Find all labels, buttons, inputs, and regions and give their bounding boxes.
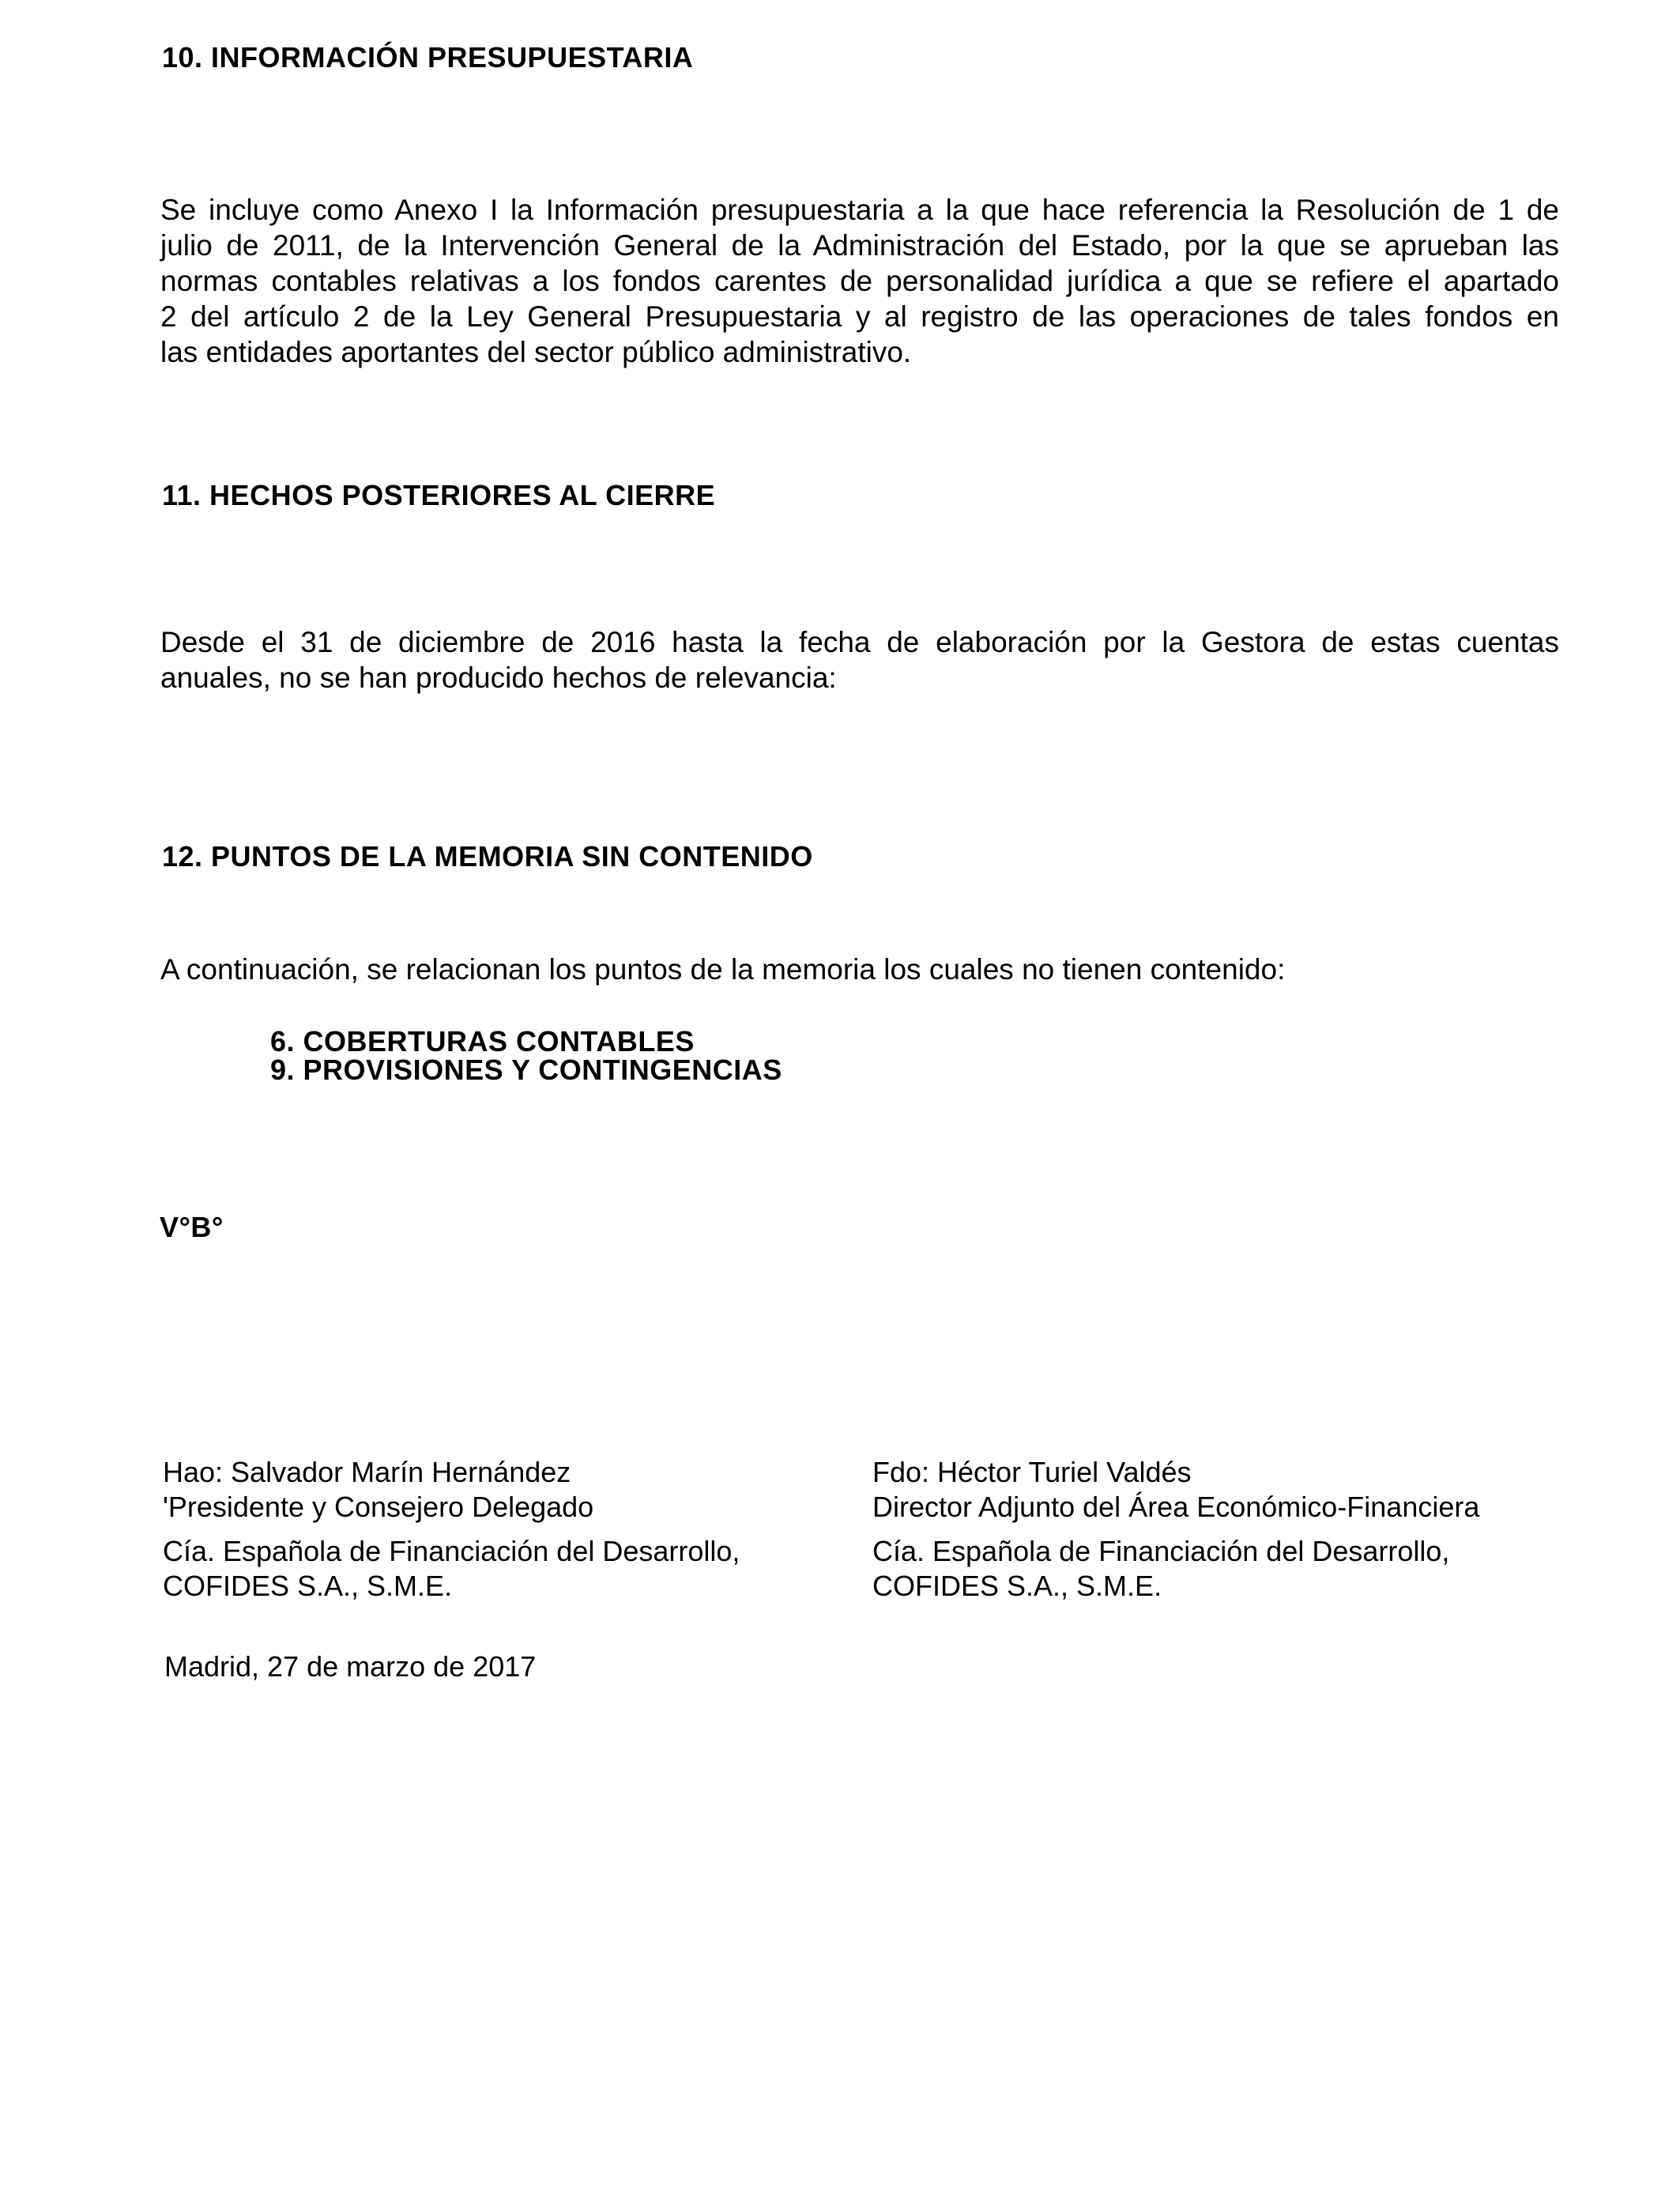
paragraph-line: Desde el 31 de diciembre de 2016 hasta la fecha de elaboración por la Gestora de estas cuentas bbox=[160, 626, 1559, 658]
list-item: 9. PROVISIONES Y CONTINGENCIAS bbox=[270, 1054, 782, 1086]
signer-role: Director Adjunto del Área Económico-Financiera bbox=[872, 1491, 1480, 1523]
paragraph-line: 2 del artículo 2 de la Ley General Presupuestaria y al registro de las operaciones de tales fondos en bbox=[160, 300, 1559, 333]
signer-name: Hao: Salvador Marín Hernández bbox=[163, 1456, 571, 1488]
signer-company: Cía. Española de Financiación del Desarrollo, bbox=[163, 1535, 740, 1567]
paragraph-line: las entidades aportantes del sector público administrativo. bbox=[160, 336, 912, 368]
place-and-date: Madrid, 27 de marzo de 2017 bbox=[164, 1650, 537, 1683]
signature-block-left bbox=[163, 1455, 740, 1604]
paragraph-line: Se incluye como Anexo I la Información presupuestaria a la que hace referencia la Resolución de 1 de bbox=[160, 194, 1559, 226]
paragraph-line: anuales, no se han producido hechos de relevancia: bbox=[160, 662, 837, 694]
signer-name: Fdo: Héctor Turiel Valdés bbox=[872, 1456, 1192, 1488]
signer-company: COFIDES S.A., S.M.E. bbox=[163, 1570, 453, 1602]
list-item: 6. COBERTURAS CONTABLES bbox=[270, 1025, 695, 1057]
section-10-heading: 10. INFORMACIÓN PRESUPUESTARIA bbox=[162, 41, 694, 74]
signature-block-right bbox=[872, 1455, 1479, 1604]
section-10-paragraph bbox=[160, 192, 1559, 370]
section-11-heading: 11. HECHOS POSTERIORES AL CIERRE bbox=[162, 479, 716, 511]
signer-company: Cía. Española de Financiación del Desarrollo, bbox=[872, 1535, 1450, 1567]
empty-points-list bbox=[270, 1027, 782, 1084]
signer-role: 'Presidente y Consejero Delegado bbox=[163, 1491, 594, 1523]
paragraph-line: julio de 2011, de la Intervención General de la Administración del Estado, por la que se aprueban las bbox=[160, 229, 1559, 262]
section-12-heading: 12. PUNTOS DE LA MEMORIA SIN CONTENIDO bbox=[162, 840, 813, 873]
section-11-paragraph bbox=[160, 624, 1559, 696]
signer-company: COFIDES S.A., S.M.E. bbox=[872, 1570, 1162, 1602]
approval-label: V°B° bbox=[160, 1211, 224, 1243]
paragraph-line: normas contables relativas a los fondos carentes de personalidad jurídica a que se refiere el apartado bbox=[160, 265, 1559, 297]
section-12-intro: A continuación, se relacionan los puntos de la memoria los cuales no tienen contenido: bbox=[160, 953, 1286, 986]
